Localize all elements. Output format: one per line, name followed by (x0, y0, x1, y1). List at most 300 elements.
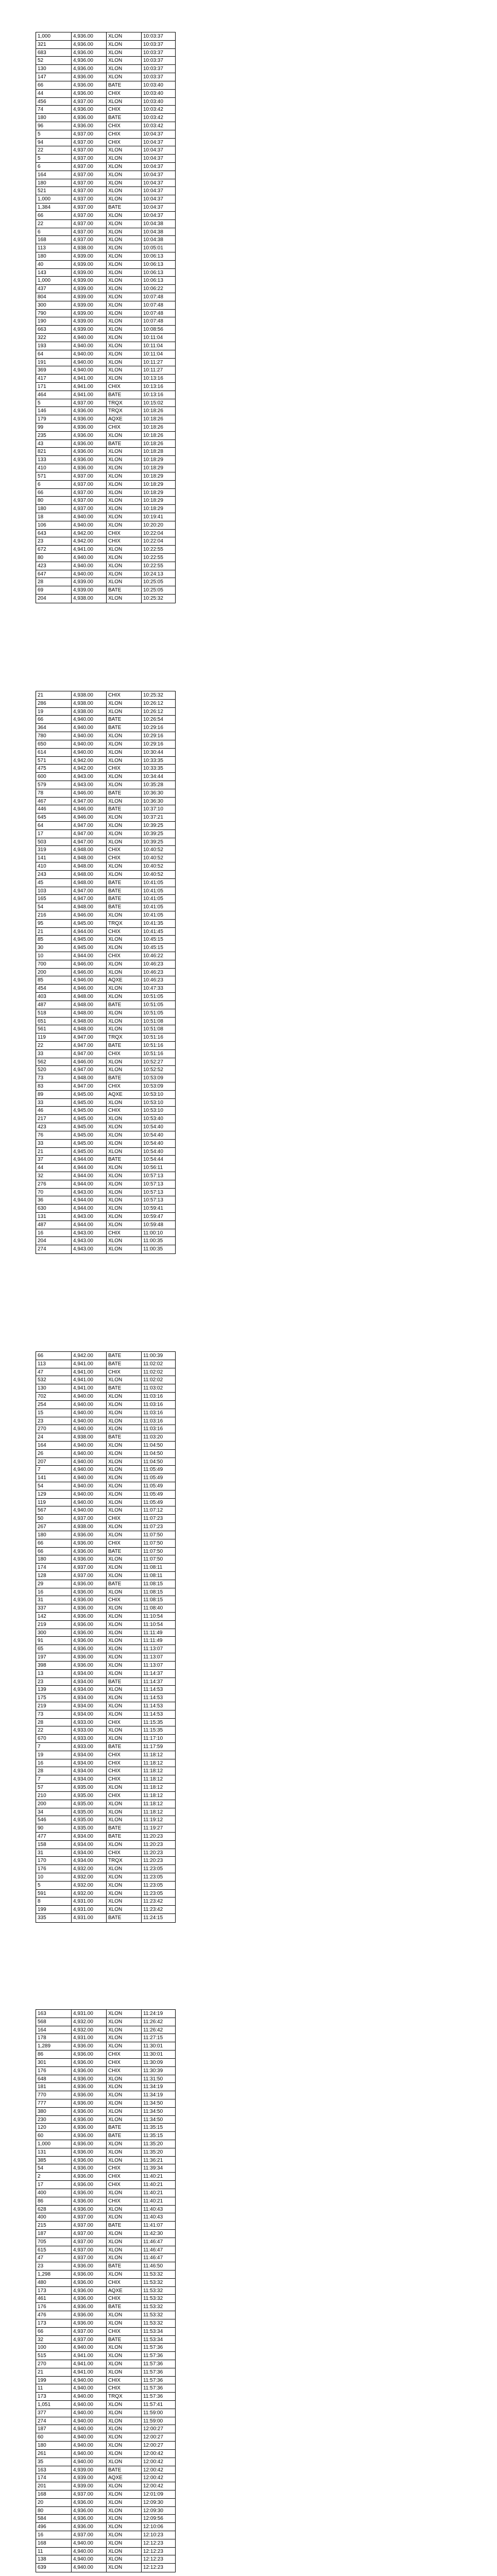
time-cell: 10:59:47 (141, 1213, 175, 1221)
time-cell: 10:04:37 (141, 187, 175, 195)
venue-cell: XLON (106, 334, 141, 342)
venue-cell: XLON (106, 1474, 141, 1482)
price-cell: 4,941.00 (71, 546, 106, 553)
time-cell: 10:46:23 (141, 960, 175, 968)
time-cell: 10:13:16 (141, 383, 175, 391)
time-cell: 10:25:32 (141, 691, 175, 699)
price-cell: 4,934.00 (71, 1670, 106, 1677)
time-cell: 10:03:40 (141, 98, 175, 106)
price-cell: 4,943.00 (71, 781, 106, 789)
time-cell: 11:41:07 (141, 2222, 175, 2229)
price-cell: 4,943.00 (71, 1229, 106, 1237)
table-row (36, 822, 175, 830)
venue-cell: XLON (106, 2157, 141, 2164)
venue-cell: XLON (106, 960, 141, 968)
venue-cell: XLON (106, 871, 141, 878)
volume-cell: 377 (38, 2410, 46, 2416)
price-cell: 4,934.00 (71, 1841, 106, 1849)
time-cell: 10:25:32 (141, 595, 175, 603)
venue-cell: XLON (106, 261, 141, 268)
venue-cell: XLON (106, 1123, 141, 1131)
table-row (36, 1914, 175, 1922)
venue-cell: XLON (106, 757, 141, 765)
table-row (36, 1042, 175, 1050)
venue-cell: BATE (106, 724, 141, 732)
venue-cell: XLON (106, 2034, 141, 2042)
volume-cell: 100 (38, 2345, 46, 2351)
table-row (36, 269, 175, 277)
volume-cell: 19 (38, 708, 44, 715)
venue-cell: XLON (106, 155, 141, 162)
venue-cell: XLON (106, 740, 141, 748)
table-row (36, 2466, 175, 2475)
price-cell: 4,932.00 (71, 2026, 106, 2034)
volume-cell: 1,000 (38, 196, 51, 202)
table-row (36, 513, 175, 521)
volume-cell: 700 (38, 961, 46, 967)
table-row (36, 2164, 175, 2173)
price-cell: 4,941.00 (71, 1384, 106, 1392)
price-cell: 4,937.00 (71, 2238, 106, 2246)
table-row (36, 903, 175, 911)
price-cell: 4,936.00 (71, 90, 106, 97)
price-cell: 4,939.00 (71, 2482, 106, 2490)
table-row (36, 757, 175, 765)
table-row (36, 871, 175, 879)
venue-cell: XLON (106, 562, 141, 570)
venue-cell: XLON (106, 49, 141, 57)
time-cell: 11:04:50 (141, 1450, 175, 1458)
venue-cell: CHIX (106, 1229, 141, 1237)
price-cell: 4,937.00 (71, 228, 106, 236)
venue-cell: XLON (106, 1401, 141, 1409)
price-cell: 4,938.00 (71, 708, 106, 716)
volume-cell: 95 (38, 920, 44, 926)
price-cell: 4,937.00 (71, 2213, 106, 2221)
time-cell: 11:23:42 (141, 1906, 175, 1913)
price-cell: 4,945.00 (71, 944, 106, 952)
table-row (36, 969, 175, 977)
price-cell: 4,934.00 (71, 1767, 106, 1775)
venue-cell: BATE (106, 1914, 141, 1922)
venue-cell: CHIX (106, 423, 141, 431)
table-row (36, 1172, 175, 1180)
price-cell: 4,942.00 (71, 765, 106, 772)
volume-cell: 28 (38, 1719, 44, 1725)
venue-cell: XLON (106, 375, 141, 382)
price-cell: 4,940.00 (71, 359, 106, 366)
time-cell: 10:51:16 (141, 1033, 175, 1041)
price-cell: 4,936.00 (71, 2132, 106, 2140)
time-cell: 12:09:30 (141, 2499, 175, 2506)
volume-cell: 131 (38, 2149, 46, 2155)
table-row (36, 578, 175, 586)
volume-cell: 521 (38, 188, 46, 194)
venue-cell: XLON (106, 2564, 141, 2572)
venue-cell: XLON (106, 1482, 141, 1490)
table-row (36, 1816, 175, 1824)
time-cell: 10:15:02 (141, 399, 175, 407)
volume-cell: 54 (38, 2165, 44, 2172)
table-row (36, 2433, 175, 2442)
price-cell: 4,940.00 (71, 366, 106, 374)
price-cell: 4,948.00 (71, 993, 106, 1001)
volume-cell: 705 (38, 2239, 46, 2245)
table-row (36, 122, 175, 130)
time-cell: 11:59:00 (141, 2417, 175, 2425)
venue-cell: CHIX (106, 2279, 141, 2286)
venue-cell: XLON (106, 2246, 141, 2254)
volume-cell: 54 (38, 1483, 44, 1489)
price-cell: 4,940.00 (71, 1482, 106, 1490)
time-cell: 10:46:23 (141, 969, 175, 976)
price-cell: 4,931.00 (71, 1914, 106, 1922)
time-cell: 11:03:16 (141, 1425, 175, 1433)
table-row (36, 985, 175, 993)
price-cell: 4,937.00 (71, 187, 106, 195)
price-cell: 4,940.00 (71, 1393, 106, 1400)
price-cell: 4,940.00 (71, 2417, 106, 2425)
venue-cell: AQXE (106, 2287, 141, 2295)
price-cell: 4,933.00 (71, 1735, 106, 1742)
venue-cell: TRQX (106, 407, 141, 415)
table-row (36, 1645, 175, 1653)
price-cell: 4,935.00 (71, 1784, 106, 1791)
price-cell: 4,933.00 (71, 1726, 106, 1734)
venue-cell: CHIX (106, 139, 141, 146)
venue-cell: XLON (106, 936, 141, 943)
volume-cell: 176 (38, 2304, 46, 2310)
time-cell: 11:10:54 (141, 1613, 175, 1620)
time-cell: 11:18:12 (141, 1767, 175, 1775)
table-row (36, 1694, 175, 1702)
venue-cell: XLON (106, 366, 141, 374)
price-cell: 4,937.00 (71, 98, 106, 106)
price-cell: 4,936.00 (71, 415, 106, 423)
volume-cell: 15 (38, 1410, 44, 1416)
volume-cell: 178 (38, 2035, 46, 2041)
volume-cell: 66 (38, 717, 44, 723)
volume-cell: 477 (38, 1833, 46, 1839)
volume-cell: 584 (38, 2516, 46, 2522)
price-cell: 4,940.00 (71, 513, 106, 521)
time-cell: 10:11:27 (141, 366, 175, 374)
price-cell: 4,936.00 (71, 1629, 106, 1637)
table-row (36, 2295, 175, 2303)
venue-cell: XLON (106, 2425, 141, 2433)
volume-cell: 201 (38, 2483, 46, 2489)
table-row (36, 1115, 175, 1123)
time-cell: 11:07:50 (141, 1531, 175, 1539)
time-cell: 10:59:48 (141, 1221, 175, 1229)
time-cell: 11:34:50 (141, 2116, 175, 2124)
price-cell: 4,936.00 (71, 2523, 106, 2531)
venue-cell: CHIX (106, 1751, 141, 1759)
volume-cell: 69 (38, 587, 44, 594)
table-row (36, 854, 175, 862)
price-cell: 4,936.00 (71, 464, 106, 472)
table-row (36, 1018, 175, 1026)
volume-cell: 683 (38, 49, 46, 56)
venue-cell: TRQX (106, 920, 141, 927)
price-cell: 4,942.00 (71, 530, 106, 537)
venue-cell: XLON (106, 2042, 141, 2050)
volume-cell: 96 (38, 123, 44, 129)
time-cell: 10:03:37 (141, 65, 175, 73)
time-cell: 10:20:20 (141, 521, 175, 529)
table-row (36, 432, 175, 440)
volume-cell: 193 (38, 343, 46, 349)
venue-cell: CHIX (106, 122, 141, 130)
price-cell: 4,937.00 (71, 204, 106, 211)
price-cell: 4,940.00 (71, 1499, 106, 1506)
price-cell: 4,932.00 (71, 2018, 106, 2026)
price-cell: 4,937.00 (71, 236, 106, 244)
price-cell: 4,936.00 (71, 2042, 106, 2050)
volume-cell: 164 (38, 172, 46, 178)
table-row (36, 798, 175, 806)
volume-cell: 364 (38, 725, 46, 731)
table-row (36, 1662, 175, 1670)
price-cell: 4,936.00 (71, 2083, 106, 2091)
venue-cell: CHIX (106, 1107, 141, 1114)
price-cell: 4,939.00 (71, 293, 106, 301)
price-cell: 4,939.00 (71, 310, 106, 317)
table-row (36, 1849, 175, 1857)
time-cell: 11:18:12 (141, 1784, 175, 1791)
price-cell: 4,938.00 (71, 1523, 106, 1531)
time-cell: 11:23:05 (141, 1865, 175, 1873)
time-cell: 10:03:40 (141, 81, 175, 89)
venue-cell: XLON (106, 220, 141, 228)
price-cell: 4,948.00 (71, 1009, 106, 1017)
volume-cell: 163 (38, 2467, 46, 2473)
time-cell: 11:11:49 (141, 1637, 175, 1645)
table-row (36, 2197, 175, 2206)
venue-cell: XLON (106, 2148, 141, 2156)
venue-cell: XLON (106, 57, 141, 64)
venue-cell: CHIX (106, 2377, 141, 2384)
venue-cell: BATE (106, 2222, 141, 2229)
table-row (36, 359, 175, 367)
volume-cell: 230 (38, 2116, 46, 2123)
volume-cell: 520 (38, 1067, 46, 1073)
price-cell: 4,940.00 (71, 521, 106, 529)
price-cell: 4,936.00 (71, 2515, 106, 2522)
table-row (36, 2230, 175, 2238)
volume-cell: 180 (38, 506, 46, 512)
price-cell: 4,936.00 (71, 2091, 106, 2099)
volume-cell: 369 (38, 367, 46, 374)
time-cell: 10:22:55 (141, 554, 175, 562)
table-row (36, 1450, 175, 1458)
price-cell: 4,940.00 (71, 554, 106, 562)
price-cell: 4,940.00 (71, 1490, 106, 1498)
time-cell: 12:09:56 (141, 2515, 175, 2522)
volume-cell: 17 (38, 831, 44, 837)
time-cell: 11:13:07 (141, 1653, 175, 1661)
table-row (36, 2336, 175, 2344)
table-row (36, 716, 175, 724)
price-cell: 4,937.00 (71, 2336, 106, 2344)
table-row (36, 1906, 175, 1914)
table-row (36, 1897, 175, 1906)
venue-cell: BATE (106, 789, 141, 797)
table-row (36, 1743, 175, 1751)
venue-cell: XLON (106, 472, 141, 480)
price-cell: 4,937.00 (71, 2490, 106, 2498)
venue-cell: XLON (106, 2108, 141, 2115)
table-row (36, 700, 175, 708)
time-cell: 11:18:12 (141, 1792, 175, 1800)
time-cell: 10:11:04 (141, 334, 175, 342)
price-cell: 4,947.00 (71, 798, 106, 805)
table-row (36, 1800, 175, 1808)
time-cell: 10:53:10 (141, 1099, 175, 1107)
volume-cell: 204 (38, 1238, 46, 1244)
volume-cell: 1,051 (38, 2402, 51, 2408)
time-cell: 10:59:41 (141, 1205, 175, 1212)
table-row (36, 1555, 175, 1564)
time-cell: 11:14:37 (141, 1670, 175, 1677)
time-cell: 10:25:05 (141, 586, 175, 594)
volume-cell: 52 (38, 58, 44, 64)
table-row (36, 1360, 175, 1368)
price-cell: 4,939.00 (71, 578, 106, 586)
price-cell: 4,942.00 (71, 1352, 106, 1360)
volume-cell: 207 (38, 1459, 46, 1465)
venue-cell: XLON (106, 2352, 141, 2360)
venue-cell: XLON (106, 310, 141, 317)
time-cell: 10:07:48 (141, 293, 175, 301)
volume-cell: 85 (38, 977, 44, 984)
time-cell: 11:08:15 (141, 1580, 175, 1588)
volume-cell: 197 (38, 1654, 46, 1660)
price-cell: 4,938.00 (71, 244, 106, 252)
volume-cell: 645 (38, 815, 46, 821)
table-row (36, 2034, 175, 2042)
price-cell: 4,936.00 (71, 1539, 106, 1547)
volume-cell: 1,000 (38, 33, 51, 39)
volume-cell: 66 (38, 1548, 44, 1554)
volume-cell: 20 (38, 2499, 44, 2505)
price-cell: 4,937.00 (71, 2222, 106, 2229)
volume-cell: 11 (38, 2385, 43, 2392)
price-cell: 4,936.00 (71, 106, 106, 113)
time-cell: 11:53:34 (141, 2328, 175, 2335)
venue-cell: XLON (106, 1906, 141, 1913)
time-cell: 10:46:22 (141, 952, 175, 960)
venue-cell: XLON (106, 1140, 141, 1147)
price-cell: 4,939.00 (71, 285, 106, 293)
table-row (36, 805, 175, 814)
price-cell: 4,932.00 (71, 1890, 106, 1897)
volume-cell: 22 (38, 1042, 44, 1048)
table-row (36, 2254, 175, 2262)
venue-cell: XLON (106, 732, 141, 740)
volume-cell: 86 (38, 2052, 44, 2058)
volume-cell: 398 (38, 1662, 46, 1668)
venue-cell: XLON (106, 1816, 141, 1824)
price-cell: 4,944.00 (71, 1205, 106, 1212)
table-row (36, 2344, 175, 2352)
trade-table (36, 691, 176, 1254)
volume-cell: 32 (38, 1173, 44, 1179)
volume-cell: 129 (38, 1491, 46, 1497)
volume-cell: 23 (38, 1679, 44, 1685)
table-row (36, 1882, 175, 1890)
table-row (36, 2270, 175, 2279)
volume-cell: 23 (38, 538, 44, 545)
volume-cell: 7 (38, 1744, 41, 1750)
price-cell: 4,936.00 (71, 2116, 106, 2124)
price-cell: 4,948.00 (71, 854, 106, 862)
volume-cell: 73 (38, 1075, 44, 1081)
time-cell: 11:08:11 (141, 1564, 175, 1571)
time-cell: 10:22:04 (141, 530, 175, 537)
time-cell: 10:51:05 (141, 993, 175, 1001)
volume-cell: 11 (38, 2548, 43, 2554)
venue-cell: XLON (106, 2018, 141, 2026)
time-cell: 10:26:12 (141, 708, 175, 716)
venue-cell: XLON (106, 179, 141, 187)
time-cell: 11:26:42 (141, 2026, 175, 2034)
table-row (36, 2132, 175, 2140)
price-cell: 4,938.00 (71, 1433, 106, 1441)
time-cell: 11:57:36 (141, 2368, 175, 2376)
volume-cell: 219 (38, 1621, 46, 1628)
volume-cell: 60 (38, 2434, 44, 2441)
time-cell: 10:52:52 (141, 1066, 175, 1074)
time-cell: 11:53:32 (141, 2279, 175, 2286)
volume-cell: 130 (38, 66, 46, 72)
venue-cell: XLON (106, 359, 141, 366)
venue-cell: XLON (106, 342, 141, 350)
time-cell: 11:34:19 (141, 2083, 175, 2091)
table-row (36, 1719, 175, 1727)
time-cell: 10:18:26 (141, 440, 175, 448)
venue-cell: BATE (106, 1580, 141, 1588)
table-row (36, 1523, 175, 1531)
table-row (36, 1082, 175, 1091)
table-row (36, 1775, 175, 1784)
venue-cell: XLON (106, 1897, 141, 1905)
table-row (36, 1401, 175, 1409)
price-cell: 4,944.00 (71, 1172, 106, 1180)
table-row (36, 2067, 175, 2075)
volume-cell: 417 (38, 376, 46, 382)
venue-cell: BATE (106, 2124, 141, 2131)
volume-cell: 487 (38, 1222, 46, 1228)
time-cell: 11:57:41 (141, 2401, 175, 2409)
time-cell: 10:33:35 (141, 765, 175, 772)
venue-cell: CHIX (106, 846, 141, 854)
table-row (36, 1107, 175, 1115)
venue-cell: CHIX (106, 2067, 141, 2075)
volume-cell: 380 (38, 2108, 46, 2114)
price-cell: 4,940.00 (71, 724, 106, 732)
table-row (36, 2083, 175, 2091)
price-cell: 4,943.00 (71, 1213, 106, 1221)
venue-cell: BATE (106, 204, 141, 211)
time-cell: 11:34:50 (141, 2099, 175, 2107)
table-row (36, 1205, 175, 1213)
volume-cell: 22 (38, 147, 44, 154)
volume-cell: 385 (38, 2157, 46, 2163)
time-cell: 12:00:42 (141, 2482, 175, 2490)
table-row (36, 32, 175, 41)
time-cell: 10:51:16 (141, 1042, 175, 1049)
